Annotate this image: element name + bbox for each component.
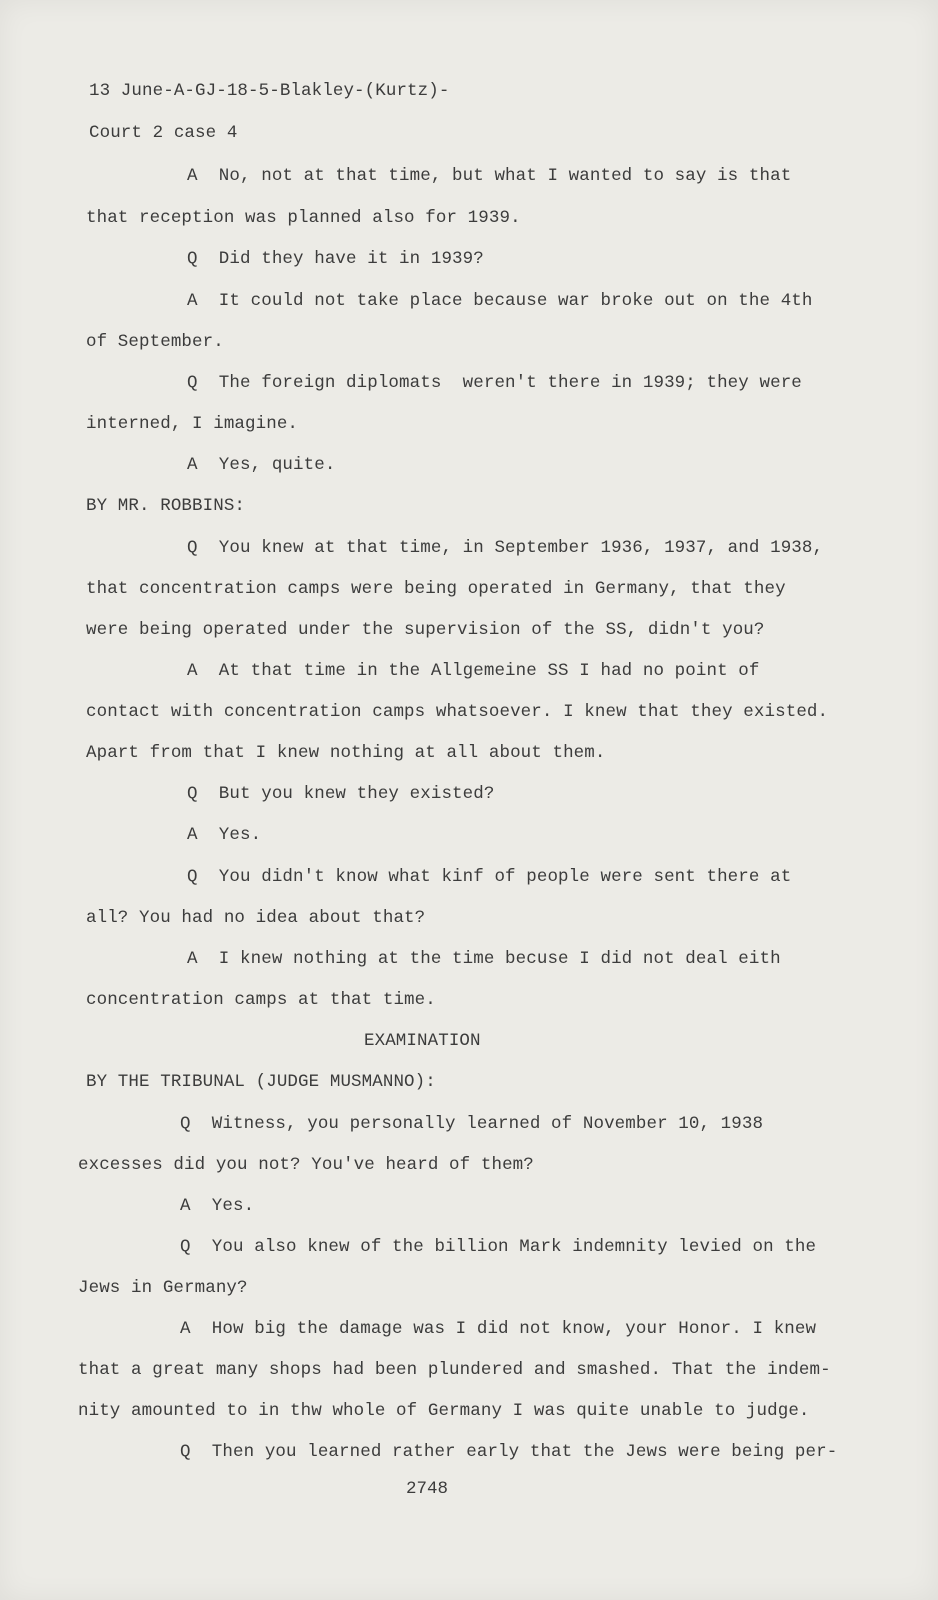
text-line: A Yes. bbox=[180, 1196, 255, 1216]
text-line: contact with concentration camps whatsoever. I knew that they existed. bbox=[86, 702, 829, 722]
text-line: Q Witness, you personally learned of November 10, 1938 bbox=[180, 1114, 764, 1134]
header-line-2: Court 2 case 4 bbox=[89, 123, 238, 143]
page-number: 2748 bbox=[406, 1479, 449, 1499]
section-heading: EXAMINATION bbox=[364, 1031, 481, 1051]
text-line: Q But you knew they existed? bbox=[187, 784, 495, 804]
text-line: that concentration camps were being operated in Germany, that they bbox=[86, 579, 786, 599]
text-line: that reception was planned also for 1939. bbox=[86, 208, 521, 228]
text-line: Q Then you learned rather early that the Jews were being per- bbox=[180, 1442, 838, 1462]
text-line: A I knew nothing at the time becuse I did not deal eith bbox=[187, 949, 781, 969]
text-line: A At that time in the Allgemeine SS I had no point of bbox=[187, 661, 760, 681]
text-line: Jews in Germany? bbox=[78, 1278, 248, 1298]
text-line: Q You knew at that time, in September 1936, 1937, and 1938, bbox=[187, 538, 824, 558]
text-line: Q You didn't know what kinf of people were sent there at bbox=[187, 867, 792, 887]
text-line: were being operated under the supervision of the SS, didn't you? bbox=[86, 620, 765, 640]
header-line-1: 13 June-A-GJ-18-5-Blakley-(Kurtz)- bbox=[89, 81, 450, 101]
text-line: Q The foreign diplomats weren't there in 1939; they were bbox=[187, 373, 802, 393]
text-line: interned, I imagine. bbox=[86, 414, 299, 434]
speaker-heading: BY THE TRIBUNAL (JUDGE MUSMANNO): bbox=[86, 1072, 436, 1092]
text-line: Q Did they have it in 1939? bbox=[187, 249, 484, 269]
text-line: of September. bbox=[86, 332, 224, 352]
text-line: Q You also knew of the billion Mark indemnity levied on the bbox=[180, 1237, 817, 1257]
text-line: that a great many shops had been plundered and smashed. That the indem- bbox=[78, 1360, 831, 1380]
text-line: nity amounted to in thw whole of Germany I was quite unable to judge. bbox=[78, 1401, 810, 1421]
text-line: A No, not at that time, but what I wanted to say is that bbox=[187, 166, 792, 186]
text-line: A It could not take place because war broke out on the 4th bbox=[187, 291, 813, 311]
text-line: A Yes, quite. bbox=[187, 455, 336, 475]
text-line: all? You had no idea about that? bbox=[86, 908, 426, 928]
speaker-heading: BY MR. ROBBINS: bbox=[86, 496, 246, 516]
text-line: A How big the damage was I did not know, your Honor. I knew bbox=[180, 1319, 817, 1339]
text-line: concentration camps at that time. bbox=[86, 990, 436, 1010]
text-line: A Yes. bbox=[187, 825, 262, 845]
text-line: excesses did you not? You've heard of them? bbox=[78, 1155, 534, 1175]
text-line: Apart from that I knew nothing at all about them. bbox=[86, 743, 606, 763]
